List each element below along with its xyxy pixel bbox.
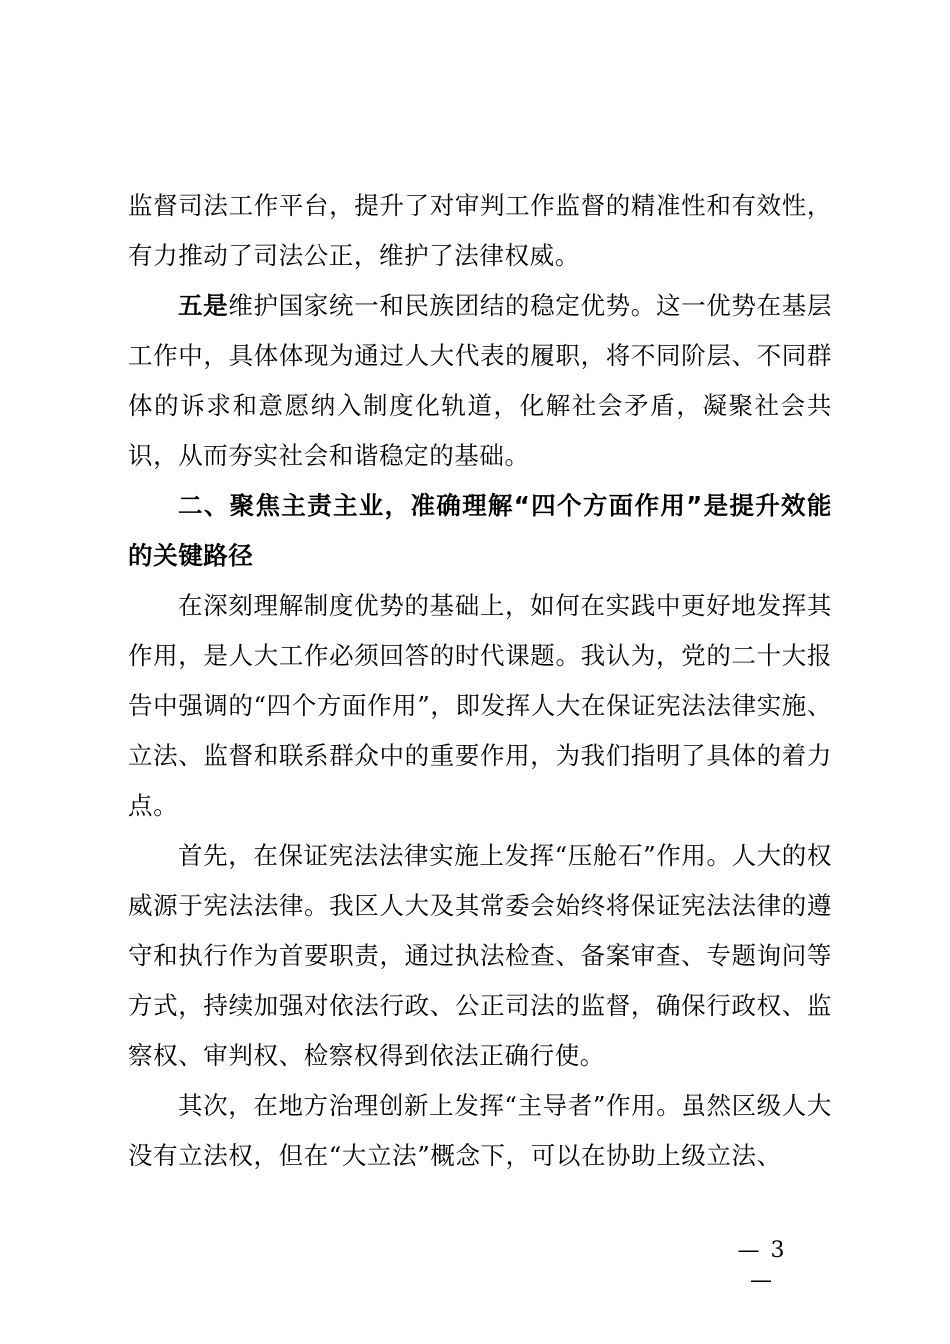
paragraph-intro: 在深刻理解制度优势的基础上，如何在实践中更好地发挥其作用，是人大工作必须回答的时代课题。我认为，党的二十大报告中强调的“四个方面作用”，即发挥人大在保证宪法法律实施、立法、监督和联系群众中的重要作用，为我们指明了具体的着力点。 [128,591,832,820]
document-body [128,181,832,1181]
paragraph-lead-text: 五是 [178,291,229,320]
paragraph-second: 其次，在地方治理创新上发挥“主导者”作用。虽然区级人大没有立法权，但在“大立法”概念下，可以在协助上级立法、 [128,1091,832,1170]
paragraph-fifth-advantage [128,281,832,481]
paragraph-body-text: 维护国家统一和民族团结的稳定优势。这一优势在基层工作中，具体体现为通过人大代表的履职，将不同阶层、不同群体的诉求和意愿纳入制度化轨道，化解社会矛盾，凝聚社会共识，从而夯实社会和谐稳定的基础。 [128,291,832,470]
page-number: — 3 — [737,1238,787,1293]
section-heading: 二、聚焦主责主业，准确理解“四个方面作用”是提升效能的关键路径 [128,491,832,570]
paragraph-continuation: 监督司法工作平台，提升了对审判工作监督的精准性和有效性，有力推动了司法公正，维护了法律权威。 [128,191,832,270]
paragraph-first: 首先，在保证宪法法律实施上发挥“压舱石”作用。人大的权威源于宪法法律。我区人大及其常委会始终将保证宪法法律的遵守和执行作为首要职责，通过执法检查、备案审查、专题询问等方式，持续加强对依法行政、公正司法的监督，确保行政权、监察权、审判权、检察权得到依法正确行使。 [128,841,832,1070]
